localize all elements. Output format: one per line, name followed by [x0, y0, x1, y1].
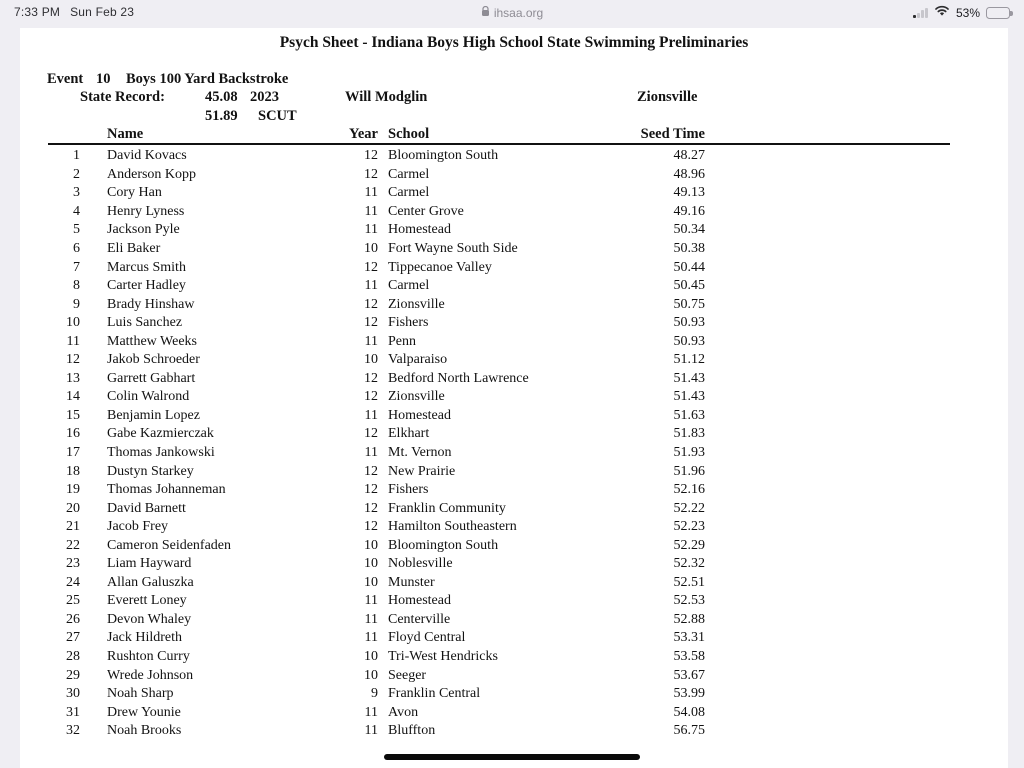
name-cell: Everett Loney: [107, 593, 187, 609]
name-cell: Cameron Seidenfaden: [107, 537, 232, 553]
year-cell: 12: [364, 296, 378, 312]
seed-time-cell: 52.53: [673, 593, 705, 609]
seed-time-cell: 52.51: [673, 574, 705, 590]
name-cell: Anderson Kopp: [107, 166, 197, 182]
name-cell: Matthew Weeks: [107, 333, 197, 349]
event-label: Event: [47, 71, 84, 87]
rank-cell: 29: [66, 667, 80, 683]
seed-time-cell: 51.43: [673, 370, 705, 386]
school-cell: Elkhart: [388, 426, 430, 442]
year-cell: 12: [364, 315, 378, 331]
school-cell: Floyd Central: [388, 630, 466, 646]
rank-cell: 32: [66, 723, 80, 739]
seed-time-cell: 53.58: [673, 649, 705, 665]
school-cell: Bloomington South: [388, 148, 499, 164]
rank-cell: 8: [73, 278, 80, 294]
name-cell: Garrett Gabhart: [107, 370, 196, 386]
table-row: [20, 518, 1008, 537]
year-cell: 11: [364, 407, 378, 423]
school-cell: Zionsville: [388, 389, 445, 405]
seed-time-cell: 51.12: [673, 352, 705, 368]
name-cell: Colin Walrond: [107, 389, 190, 405]
battery-icon: [986, 7, 1010, 19]
table-header-row: [20, 126, 1008, 143]
status-bar: [0, 0, 1024, 28]
event-name: Boys 100 Yard Backstroke: [126, 71, 289, 87]
seed-time-cell: 51.93: [673, 445, 705, 461]
name-cell: Brady Hinshaw: [107, 296, 195, 312]
year-cell: 11: [364, 222, 378, 238]
year-cell: 12: [364, 389, 378, 405]
cut-time: 51.89: [205, 108, 238, 124]
seed-time-cell: 50.44: [673, 259, 705, 275]
rank-cell: 31: [66, 704, 80, 720]
seed-time-cell: 52.29: [673, 537, 705, 553]
school-cell: Tri-West Hendricks: [388, 649, 498, 665]
event-header: [20, 71, 1008, 89]
year-cell: 11: [364, 704, 378, 720]
table-row: [20, 147, 1008, 166]
seed-time-cell: 49.16: [673, 203, 705, 219]
rank-cell: 27: [66, 630, 80, 646]
school-cell: Tippecanoe Valley: [388, 259, 492, 275]
year-cell: 12: [364, 166, 378, 182]
school-cell: Fishers: [388, 315, 429, 331]
year-cell: 10: [364, 352, 378, 368]
table-row: [20, 407, 1008, 426]
name-cell: Rushton Curry: [107, 649, 190, 665]
table-row: [20, 629, 1008, 648]
year-cell: 11: [364, 593, 378, 609]
header-divider: [48, 143, 950, 145]
year-cell: 12: [364, 519, 378, 535]
school-cell: Carmel: [388, 166, 430, 182]
year-cell: 9: [371, 686, 378, 702]
year-cell: 12: [364, 463, 378, 479]
status-date: Sun Feb 23: [70, 5, 135, 19]
rank-cell: 10: [66, 315, 80, 331]
rank-cell: 1: [73, 148, 80, 164]
name-cell: Cory Han: [107, 185, 162, 201]
rank-cell: 23: [66, 556, 80, 572]
table-row: [20, 277, 1008, 296]
school-cell: Mt. Vernon: [388, 445, 452, 461]
table-row: [20, 240, 1008, 259]
school-cell: Franklin Community: [388, 500, 506, 516]
page-title: Psych Sheet - Indiana Boys High School State Swimming Preliminaries: [279, 34, 749, 51]
seed-time-cell: 54.08: [673, 704, 705, 720]
name-cell: David Kovacs: [107, 148, 187, 164]
seed-time-cell: 52.22: [673, 500, 705, 516]
table-row: [20, 351, 1008, 370]
name-cell: Eli Baker: [107, 241, 161, 256]
table-row: [20, 425, 1008, 444]
table-row: [20, 648, 1008, 667]
rank-cell: 20: [66, 500, 80, 516]
school-cell: Bedford North Lawrence: [388, 370, 529, 386]
year-cell: 12: [364, 370, 378, 386]
school-cell: New Prairie: [388, 463, 456, 479]
state-record-line: [20, 89, 1008, 107]
school-cell: Homestead: [388, 593, 451, 609]
lock-icon: [481, 6, 490, 20]
year-cell: 11: [364, 723, 378, 739]
school-cell: Zionsville: [388, 296, 445, 312]
name-cell: Noah Sharp: [107, 686, 174, 702]
year-cell: 10: [364, 667, 378, 683]
year-cell: 10: [364, 574, 378, 590]
name-cell: Devon Whaley: [107, 611, 192, 627]
state-record-holder: Will Modglin: [345, 89, 428, 105]
rank-cell: 22: [66, 537, 80, 553]
event-number: 10: [96, 71, 111, 87]
name-cell: Carter Hadley: [107, 278, 186, 294]
table-row: [20, 258, 1008, 277]
year-cell: 11: [364, 185, 378, 201]
table-row: [20, 666, 1008, 685]
school-cell: Bluffton: [388, 723, 436, 739]
year-cell: 12: [364, 500, 378, 516]
table-row: [20, 184, 1008, 203]
seed-time-cell: 56.75: [673, 723, 705, 739]
school-cell: Homestead: [388, 222, 451, 238]
school-cell: Noblesville: [388, 556, 453, 572]
school-cell: Fort Wayne South Side: [388, 241, 518, 256]
year-cell: 10: [364, 649, 378, 665]
name-cell: Drew Younie: [107, 704, 181, 720]
name-cell: Noah Brooks: [107, 723, 182, 739]
seed-time-cell: 53.67: [673, 667, 705, 683]
table-row: [20, 314, 1008, 333]
rank-cell: 14: [66, 389, 80, 405]
seed-time-cell: 52.32: [673, 556, 705, 572]
rank-cell: 4: [73, 203, 80, 219]
table-row: [20, 221, 1008, 240]
name-cell: Liam Hayward: [107, 556, 192, 572]
year-cell: 11: [364, 333, 378, 349]
name-cell: Wrede Johnson: [107, 667, 194, 683]
col-header-name: Name: [107, 126, 144, 142]
cut-label: SCUT: [258, 108, 297, 124]
table-row: [20, 370, 1008, 389]
table-row: [20, 703, 1008, 722]
school-cell: Avon: [388, 704, 419, 720]
address-bar[interactable]: [0, 6, 1024, 20]
seed-time-cell: 48.27: [673, 148, 705, 164]
col-header-rank: [20, 126, 80, 143]
rank-cell: 3: [73, 185, 80, 201]
table-row: [20, 388, 1008, 407]
seed-time-cell: 48.96: [673, 166, 705, 182]
state-record-team: Zionsville: [637, 89, 698, 105]
rank-cell: 2: [73, 166, 80, 182]
rank-cell: 26: [66, 611, 80, 627]
name-cell: Luis Sanchez: [107, 315, 183, 331]
school-cell: Centerville: [388, 611, 451, 627]
seed-time-cell: 50.93: [673, 333, 705, 349]
seed-time-cell: 50.75: [673, 296, 705, 312]
name-cell: Jacob Frey: [107, 519, 169, 535]
year-cell: 12: [364, 259, 378, 275]
pdf-page: [20, 28, 1008, 768]
rank-cell: 17: [66, 445, 80, 461]
rank-cell: 25: [66, 593, 80, 609]
school-cell: Center Grove: [388, 203, 464, 219]
rank-cell: 5: [73, 222, 80, 238]
col-header-year: Year: [349, 126, 378, 142]
name-cell: David Barnett: [107, 500, 186, 516]
seed-time-cell: 53.31: [673, 630, 705, 646]
seed-time-cell: 53.99: [673, 686, 705, 702]
seed-time-cell: 51.43: [673, 389, 705, 405]
table-row: [20, 295, 1008, 314]
year-cell: 11: [364, 611, 378, 627]
home-indicator[interactable]: [384, 754, 640, 760]
school-cell: Seeger: [388, 667, 427, 683]
rank-cell: 30: [66, 686, 80, 702]
col-header-school: School: [388, 126, 430, 142]
year-cell: 10: [364, 556, 378, 572]
seed-time-cell: 50.45: [673, 278, 705, 294]
year-cell: 12: [364, 482, 378, 498]
state-record-label: State Record:: [80, 89, 165, 105]
name-cell: Thomas Jankowski: [107, 445, 215, 461]
rank-cell: 6: [73, 241, 80, 256]
year-cell: 11: [364, 445, 378, 461]
table-row: [20, 462, 1008, 481]
rank-cell: 13: [66, 370, 80, 386]
school-cell: Valparaiso: [388, 352, 448, 368]
rank-cell: 7: [73, 259, 80, 275]
table-row: [20, 166, 1008, 185]
table-row: [20, 481, 1008, 500]
seed-time-cell: 52.16: [673, 482, 705, 498]
seed-time-cell: 49.13: [673, 185, 705, 201]
seed-time-cell: 50.34: [673, 222, 705, 238]
rank-cell: 21: [66, 519, 80, 535]
year-cell: 10: [364, 537, 378, 553]
table-row: [20, 574, 1008, 593]
seed-time-cell: 50.93: [673, 315, 705, 331]
seed-time-cell: 51.96: [673, 463, 705, 479]
name-cell: Jackson Pyle: [107, 222, 180, 238]
seed-time-cell: 51.63: [673, 407, 705, 423]
seed-time-cell: 52.23: [673, 519, 705, 535]
school-cell: Carmel: [388, 185, 430, 201]
table-row: [20, 555, 1008, 574]
rank-cell: 15: [66, 407, 80, 423]
rank-cell: 19: [66, 482, 80, 498]
rank-cell: 18: [66, 463, 80, 479]
table-row: [20, 203, 1008, 222]
school-cell: Carmel: [388, 278, 430, 294]
state-record-time: 45.08: [205, 89, 238, 105]
school-cell: Hamilton Southeastern: [388, 519, 517, 535]
status-time: 7:33 PM: [14, 5, 61, 19]
table-row: [20, 444, 1008, 463]
rank-cell: 12: [66, 352, 80, 368]
school-cell: Fishers: [388, 482, 429, 498]
year-cell: 12: [364, 148, 378, 164]
col-header-seed-time: Seed Time: [640, 126, 705, 142]
table-row: [20, 685, 1008, 704]
name-cell: Henry Lyness: [107, 203, 185, 219]
school-cell: Franklin Central: [388, 686, 481, 702]
table-row: [20, 592, 1008, 611]
name-cell: Benjamin Lopez: [107, 407, 200, 423]
address-url[interactable]: ihsaa.org: [493, 6, 544, 20]
rank-cell: 11: [66, 333, 80, 349]
battery-percent: 53%: [955, 5, 980, 20]
name-cell: Allan Galuszka: [107, 574, 194, 590]
seed-time-cell: 50.38: [673, 241, 705, 256]
year-cell: 11: [364, 278, 378, 294]
state-record-year: 2023: [250, 89, 279, 105]
school-cell: Munster: [388, 574, 435, 590]
seed-time-cell: 52.88: [673, 611, 705, 627]
seed-time-cell: 51.83: [673, 426, 705, 442]
table-row: [20, 611, 1008, 630]
rank-cell: 28: [66, 649, 80, 665]
table-row: [20, 722, 1008, 741]
table-row: [20, 499, 1008, 518]
school-cell: Homestead: [388, 407, 451, 423]
name-cell: Jakob Schroeder: [107, 352, 200, 368]
name-cell: Gabe Kazmierczak: [107, 426, 214, 442]
name-cell: Dustyn Starkey: [107, 463, 194, 479]
year-cell: 11: [364, 203, 378, 219]
school-cell: Bloomington South: [388, 537, 499, 553]
name-cell: Marcus Smith: [107, 259, 186, 275]
year-cell: 11: [364, 630, 378, 646]
rank-cell: 16: [66, 426, 80, 442]
year-cell: 12: [364, 426, 378, 442]
cut-time-line: [20, 108, 1008, 126]
school-cell: Penn: [388, 333, 416, 349]
name-cell: Jack Hildreth: [107, 630, 183, 646]
swimmer-table-body: [20, 147, 1008, 741]
table-row: [20, 536, 1008, 555]
rank-cell: 24: [66, 574, 80, 590]
name-cell: Thomas Johanneman: [107, 482, 226, 498]
table-row: [20, 332, 1008, 351]
year-cell: 10: [364, 241, 378, 256]
rank-cell: 9: [73, 296, 80, 312]
